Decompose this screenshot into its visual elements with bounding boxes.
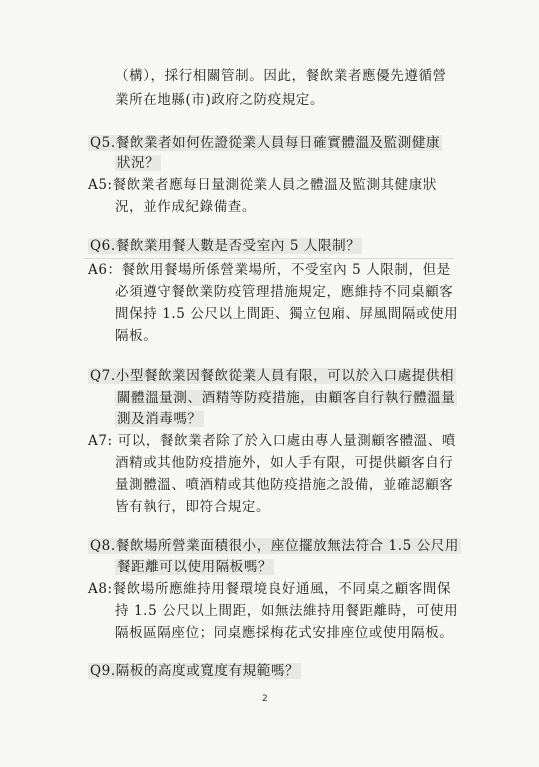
q6-answer-line-4: 隔板。	[115, 328, 158, 344]
q6-answer-line-2: 必須遵守餐飲業防疫管理措施規定，應維持不同桌顧客	[115, 284, 454, 300]
q7-question-line-1: Q7.小型餐飲業因餐飲從業人員有限，可以於入口處提供相	[90, 368, 455, 384]
q7-answer-line-2: 酒精或其他防疫措施外，如人手有限，可提供顧客自行	[115, 455, 454, 471]
q5-answer-line-1: A5:餐飲業者應每日量測從業人員之體溫及監測其健康狀	[88, 177, 437, 193]
q7-answer-line-1: A7: 可以，餐飲業者除了於入口處由專人量測顧客體溫、噴	[88, 433, 456, 449]
q7-answer-line-4: 皆有執行，即符合規定。	[115, 499, 271, 515]
q5-question-line-1: Q5.餐飲業者如何佐證從業人員每日確實體溫及監測健康	[90, 135, 441, 151]
q5-question-line-2: 狀況？	[117, 155, 160, 171]
q6-answer-line-1: A6：餐飲用餐場所係營業場所，不受室內 5 人限制，但是	[88, 262, 451, 278]
q6-question-line-1: Q6.餐飲業用餐人數是否受室內 5 人限制？	[90, 238, 361, 254]
q5-answer-line-2: 況，並作成紀錄備查。	[115, 199, 256, 215]
q7-question-line-2: 關體溫量測、酒精等防疫措施，由顧客自行執行體溫量	[117, 390, 456, 406]
q8-answer-line-1: A8:餐飲場所應維持用餐環境良好通風，不同桌之顧客間保	[88, 581, 452, 597]
q8-question-line-1: Q8.餐飲場所營業面積很小，座位擺放無法符合 1.5 公尺用	[90, 538, 459, 554]
q8-question-line-2: 餐距離可以使用隔板嗎？	[117, 559, 273, 575]
q7-answer-line-3: 量測體溫、噴酒精或其他防疫措施之設備，並確認顧客	[115, 477, 454, 493]
divider	[84, 258, 454, 259]
q6-answer-line-3: 間保持 1.5 公尺以上間距、獨立包廂、屏風間隔或使用	[115, 306, 459, 322]
q8-answer-line-2: 持 1.5 公尺以上間距，如無法維持用餐距離時，可使用	[115, 603, 459, 619]
intro-line-2: 業所在地縣(市)政府之防疫規定。	[115, 92, 325, 108]
q9-question-line-1: Q9.隔板的高度或寬度有規範嗎？	[90, 663, 300, 679]
page-number: 2	[262, 694, 268, 704]
intro-line-1: （構），採行相關管制。因此，餐飲業者應優先遵循營	[115, 68, 447, 84]
q7-question-line-3: 測及消毒嗎？	[117, 411, 202, 427]
q8-answer-line-3: 隔板區隔座位；同桌應採梅花式安排座位或使用隔板。	[115, 625, 454, 641]
